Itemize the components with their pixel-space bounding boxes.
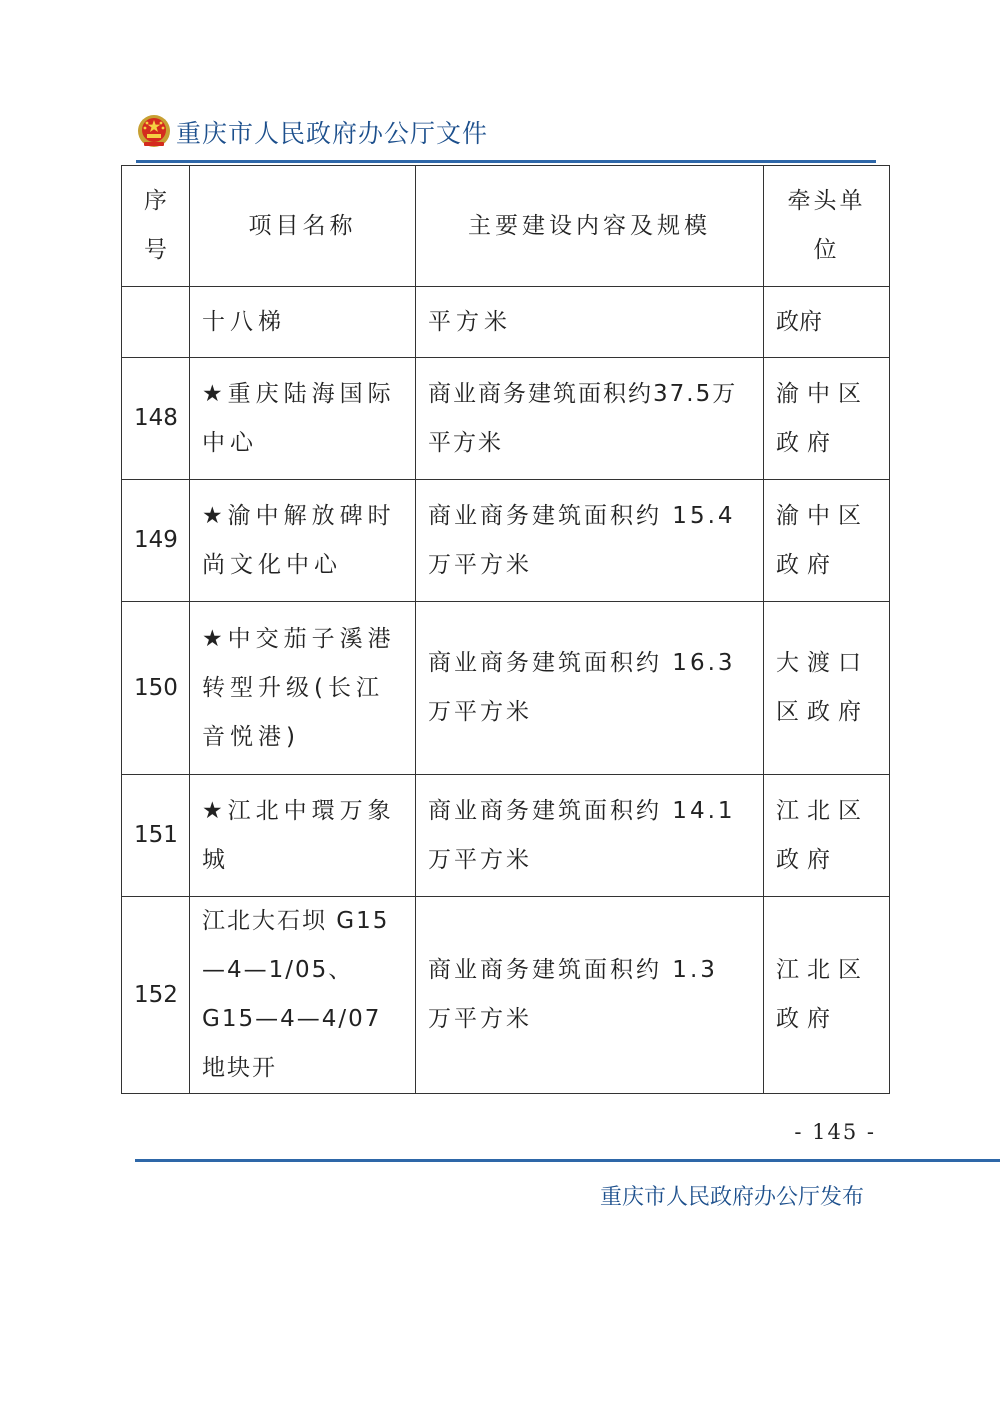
row-name: 十八梯 (190, 287, 416, 358)
page-number: - 145 - (794, 1120, 876, 1144)
row-name: ★重庆陆海国际中心 (190, 358, 416, 480)
row-content: 商业商务建筑面积约37.5万平方米 (416, 358, 764, 480)
header-divider (136, 160, 876, 163)
project-table (121, 165, 890, 1094)
table-row (122, 287, 890, 358)
table-row (122, 480, 890, 602)
national-emblem-icon (136, 114, 172, 150)
header-name: 项目名称 (190, 166, 416, 287)
header-lead: 牵头单位 (764, 166, 890, 287)
row-lead: 政府 (764, 287, 890, 358)
row-content: 平方米 (416, 287, 764, 358)
footer-publisher: 重庆市人民政府办公厅发布 (599, 1185, 864, 1210)
document-header (136, 112, 488, 152)
row-no (122, 287, 190, 358)
document-header-title: 重庆市人民政府办公厅文件 (176, 119, 489, 148)
row-content: 商业商务建筑面积约 1.3 万平方米 (416, 897, 764, 1094)
row-no: 152 (122, 897, 190, 1094)
row-no: 148 (122, 358, 190, 480)
row-lead: 江北区政府 (764, 775, 890, 897)
row-lead: 江北区政府 (764, 897, 890, 1094)
row-name: ★中交茄子溪港转型升级(长江音悦港) (190, 602, 416, 775)
footer-divider (135, 1159, 1000, 1162)
row-content: 商业商务建筑面积约 14.1 万平方米 (416, 775, 764, 897)
row-name: ★江北中環万象城 (190, 775, 416, 897)
row-content: 商业商务建筑面积约 15.4 万平方米 (416, 480, 764, 602)
row-content: 商业商务建筑面积约 16.3 万平方米 (416, 602, 764, 775)
table-row (122, 358, 890, 480)
table-header-row (122, 166, 890, 287)
table-row (122, 602, 890, 775)
row-lead: 渝中区政府 (764, 358, 890, 480)
row-name: 江北大石坝 G15—4—1/05、G15—4—4/07 地块开 (190, 897, 416, 1094)
row-lead: 大渡口区政府 (764, 602, 890, 775)
row-no: 149 (122, 480, 190, 602)
row-name: ★渝中解放碑时尚文化中心 (190, 480, 416, 602)
table-row (122, 897, 890, 1094)
header-content: 主要建设内容及规模 (416, 166, 764, 287)
row-no: 150 (122, 602, 190, 775)
row-lead: 渝中区政府 (764, 480, 890, 602)
table-row (122, 775, 890, 897)
header-no: 序号 (122, 166, 190, 287)
row-no: 151 (122, 775, 190, 897)
